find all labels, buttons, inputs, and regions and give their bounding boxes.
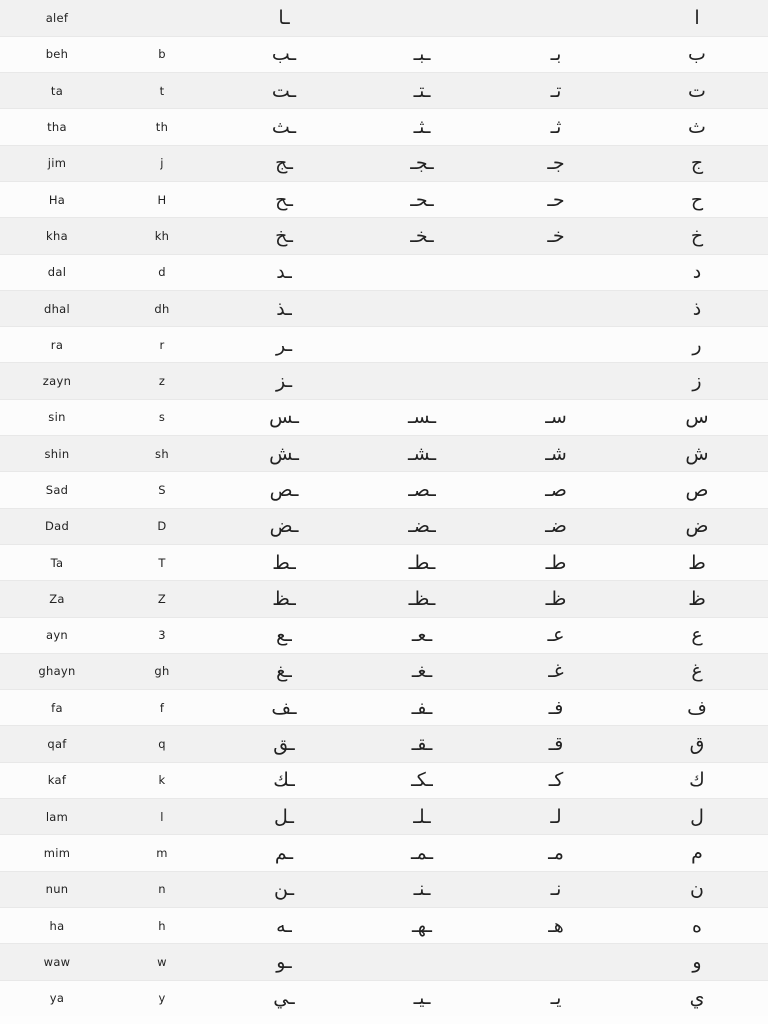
table-row	[0, 472, 768, 508]
table-row	[0, 399, 768, 435]
medial-form-cell: ـكـ	[358, 762, 486, 798]
medial-form-cell: ـنـ	[358, 871, 486, 907]
isolated-form-cell: ر	[626, 327, 768, 363]
final-form-cell: ـن	[210, 871, 358, 907]
initial-form-cell	[486, 363, 626, 399]
medial-form-cell: ـحـ	[358, 181, 486, 217]
medial-form-cell: ـلـ	[358, 799, 486, 835]
table-row	[0, 290, 768, 326]
final-form-cell: ـذ	[210, 290, 358, 326]
medial-form-cell: ـقـ	[358, 726, 486, 762]
initial-form-cell: عـ	[486, 617, 626, 653]
isolated-form-cell: ك	[626, 762, 768, 798]
initial-form-cell: نـ	[486, 871, 626, 907]
letter-name-cell: ta	[0, 73, 114, 109]
letter-name-cell: waw	[0, 944, 114, 980]
initial-form-cell: هـ	[486, 907, 626, 943]
medial-form-cell: ـصـ	[358, 472, 486, 508]
final-form-cell: ـه	[210, 907, 358, 943]
initial-form-cell: ضـ	[486, 508, 626, 544]
initial-form-cell: صـ	[486, 472, 626, 508]
final-form-cell: ـع	[210, 617, 358, 653]
medial-form-cell	[358, 254, 486, 290]
transliteration-cell: s	[114, 399, 210, 435]
isolated-form-cell: ح	[626, 181, 768, 217]
isolated-form-cell: ف	[626, 690, 768, 726]
letter-name-cell: shin	[0, 436, 114, 472]
medial-form-cell: ـجـ	[358, 145, 486, 181]
transliteration-cell: q	[114, 726, 210, 762]
table-row	[0, 109, 768, 145]
medial-form-cell: ـعـ	[358, 617, 486, 653]
table-row	[0, 617, 768, 653]
initial-form-cell: فـ	[486, 690, 626, 726]
table-row	[0, 944, 768, 980]
initial-form-cell: غـ	[486, 653, 626, 689]
transliteration-cell: h	[114, 907, 210, 943]
final-form-cell: ـق	[210, 726, 358, 762]
medial-form-cell: ـهـ	[358, 907, 486, 943]
isolated-form-cell: ي	[626, 980, 768, 1016]
final-form-cell: ـا	[278, 6, 290, 29]
transliteration-cell: z	[114, 363, 210, 399]
transliteration-cell: k	[114, 762, 210, 798]
transliteration-cell: w	[114, 944, 210, 980]
initial-form-cell: تـ	[486, 73, 626, 109]
letter-name-cell: lam	[0, 799, 114, 835]
final-form-cell: ـر	[210, 327, 358, 363]
medial-form-cell: ـسـ	[358, 399, 486, 435]
initial-form-cell	[486, 290, 626, 326]
final-form-cell: ـش	[210, 436, 358, 472]
transliteration-cell: H	[114, 181, 210, 217]
letter-name-cell: dhal	[0, 290, 114, 326]
isolated-form-cell: و	[626, 944, 768, 980]
transliteration-cell: 3	[114, 617, 210, 653]
transliteration-cell: n	[114, 871, 210, 907]
table-row	[0, 835, 768, 871]
table-row	[0, 363, 768, 399]
transliteration-cell	[114, 0, 210, 36]
letter-name-cell: kaf	[0, 762, 114, 798]
letter-name-cell: Ha	[0, 181, 114, 217]
initial-form-cell: يـ	[486, 980, 626, 1016]
table-row	[0, 181, 768, 217]
isolated-form-cell: خ	[626, 218, 768, 254]
final-form-cell: ـد	[210, 254, 358, 290]
initial-form-cell	[486, 327, 626, 363]
isolated-form-cell: ص	[626, 472, 768, 508]
final-form-cell: ـح	[210, 181, 358, 217]
final-form-cell: ـي	[210, 980, 358, 1016]
final-form-cell: ـب	[210, 36, 358, 72]
letter-name-cell: mim	[0, 835, 114, 871]
medial-form-cell: ـظـ	[358, 581, 486, 617]
isolated-form-cell: ض	[626, 508, 768, 544]
final-form-cell: ـط	[210, 544, 358, 580]
table-row	[0, 254, 768, 290]
letter-name-cell: Ta	[0, 544, 114, 580]
initial-form-cell: طـ	[486, 544, 626, 580]
medial-form-cell	[358, 290, 486, 326]
isolated-form-cell: ن	[626, 871, 768, 907]
medial-form-cell: ـضـ	[358, 508, 486, 544]
table-row	[0, 907, 768, 943]
transliteration-cell: t	[114, 73, 210, 109]
final-form-cell: ـم	[210, 835, 358, 871]
table-row	[0, 871, 768, 907]
transliteration-cell: dh	[114, 290, 210, 326]
table-row	[0, 581, 768, 617]
table-row	[0, 508, 768, 544]
final-form-cell: ـت	[210, 73, 358, 109]
transliteration-cell: D	[114, 508, 210, 544]
letter-name-cell: zayn	[0, 363, 114, 399]
table-row	[0, 690, 768, 726]
initial-form-cell: قـ	[486, 726, 626, 762]
table-row	[0, 799, 768, 835]
table-row	[0, 0, 768, 36]
table-row	[0, 762, 768, 798]
letter-name-cell: ya	[0, 980, 114, 1016]
transliteration-cell: kh	[114, 218, 210, 254]
letter-name-cell: ha	[0, 907, 114, 943]
final-form-cell: ـص	[210, 472, 358, 508]
final-form-cell: ـس	[210, 399, 358, 435]
letter-name-cell: fa	[0, 690, 114, 726]
letter-name-cell: ra	[0, 327, 114, 363]
isolated-form-cell: غ	[626, 653, 768, 689]
table-row	[0, 218, 768, 254]
isolated-form-cell: ظ	[626, 581, 768, 617]
isolated-form-cell: ث	[626, 109, 768, 145]
medial-form-cell	[358, 0, 486, 36]
final-form-cell: ـك	[210, 762, 358, 798]
final-form-cell: ـز	[210, 363, 358, 399]
isolated-form-cell: ع	[626, 617, 768, 653]
medial-form-cell: ـمـ	[358, 835, 486, 871]
transliteration-cell: j	[114, 145, 210, 181]
initial-form-cell: سـ	[486, 399, 626, 435]
isolated-form-cell: ل	[626, 799, 768, 835]
initial-form-cell: ثـ	[486, 109, 626, 145]
initial-form-cell: شـ	[486, 436, 626, 472]
isolated-form-cell: ش	[626, 436, 768, 472]
medial-form-cell: ـغـ	[358, 653, 486, 689]
isolated-form-cell: ج	[626, 145, 768, 181]
isolated-form-cell: ق	[626, 726, 768, 762]
final-form-cell: ـو	[210, 944, 358, 980]
transliteration-cell: y	[114, 980, 210, 1016]
medial-form-cell: ـطـ	[358, 544, 486, 580]
final-form-cell: ـض	[210, 508, 358, 544]
transliteration-cell: m	[114, 835, 210, 871]
transliteration-cell: S	[114, 472, 210, 508]
letter-name-cell: Dad	[0, 508, 114, 544]
letter-name-cell: jim	[0, 145, 114, 181]
table-row	[0, 980, 768, 1016]
isolated-form-cell: ط	[626, 544, 768, 580]
letter-name-cell: kha	[0, 218, 114, 254]
medial-form-cell: ـخـ	[358, 218, 486, 254]
letter-name-cell: alef	[45, 10, 69, 25]
letter-name-cell: Sad	[0, 472, 114, 508]
transliteration-cell: Z	[114, 581, 210, 617]
letter-name-cell: tha	[0, 109, 114, 145]
final-form-cell: ـج	[210, 145, 358, 181]
medial-form-cell: ـتـ	[358, 73, 486, 109]
initial-form-cell	[486, 944, 626, 980]
table-row	[0, 544, 768, 580]
table-row	[0, 145, 768, 181]
initial-form-cell: بـ	[486, 36, 626, 72]
letter-name-cell: ayn	[0, 617, 114, 653]
final-form-cell: ـث	[210, 109, 358, 145]
initial-form-cell: حـ	[486, 181, 626, 217]
medial-form-cell: ـيـ	[358, 980, 486, 1016]
final-form-cell: ـظ	[210, 581, 358, 617]
initial-form-cell: مـ	[486, 835, 626, 871]
transliteration-cell: d	[114, 254, 210, 290]
table-row	[0, 436, 768, 472]
letter-name-cell: qaf	[0, 726, 114, 762]
isolated-form-cell: ز	[626, 363, 768, 399]
initial-form-cell: ظـ	[486, 581, 626, 617]
letter-name-cell: ghayn	[0, 653, 114, 689]
isolated-form-cell: ب	[626, 36, 768, 72]
letter-name-cell: beh	[0, 36, 114, 72]
transliteration-cell: b	[114, 36, 210, 72]
isolated-form-cell: د	[626, 254, 768, 290]
transliteration-cell: gh	[114, 653, 210, 689]
final-form-cell: ـف	[210, 690, 358, 726]
letter-name-cell: Za	[0, 581, 114, 617]
isolated-form-cell: م	[626, 835, 768, 871]
isolated-form-cell: ا	[694, 6, 700, 29]
isolated-form-cell: ذ	[626, 290, 768, 326]
transliteration-cell: sh	[114, 436, 210, 472]
medial-form-cell	[358, 327, 486, 363]
transliteration-cell: r	[114, 327, 210, 363]
table-row	[0, 726, 768, 762]
initial-form-cell: لـ	[486, 799, 626, 835]
transliteration-cell: f	[114, 690, 210, 726]
table-row	[0, 653, 768, 689]
medial-form-cell: ـبـ	[358, 36, 486, 72]
initial-form-cell: كـ	[486, 762, 626, 798]
initial-form-cell: جـ	[486, 145, 626, 181]
final-form-cell: ـخ	[210, 218, 358, 254]
final-form-cell: ـغ	[210, 653, 358, 689]
letter-name-cell: sin	[0, 399, 114, 435]
medial-form-cell	[358, 944, 486, 980]
isolated-form-cell: س	[626, 399, 768, 435]
transliteration-cell: T	[114, 544, 210, 580]
isolated-form-cell: ه	[626, 907, 768, 943]
medial-form-cell	[358, 363, 486, 399]
initial-form-cell	[486, 254, 626, 290]
initial-form-cell	[486, 0, 626, 36]
table-row	[0, 36, 768, 72]
table-row	[0, 73, 768, 109]
isolated-form-cell: ت	[626, 73, 768, 109]
transliteration-cell: th	[114, 109, 210, 145]
table-row	[0, 327, 768, 363]
medial-form-cell: ـفـ	[358, 690, 486, 726]
letter-name-cell: dal	[0, 254, 114, 290]
medial-form-cell: ـثـ	[358, 109, 486, 145]
letter-name-cell: nun	[0, 871, 114, 907]
final-form-cell: ـل	[210, 799, 358, 835]
transliteration-cell: l	[114, 799, 210, 835]
medial-form-cell: ـشـ	[358, 436, 486, 472]
initial-form-cell: خـ	[486, 218, 626, 254]
